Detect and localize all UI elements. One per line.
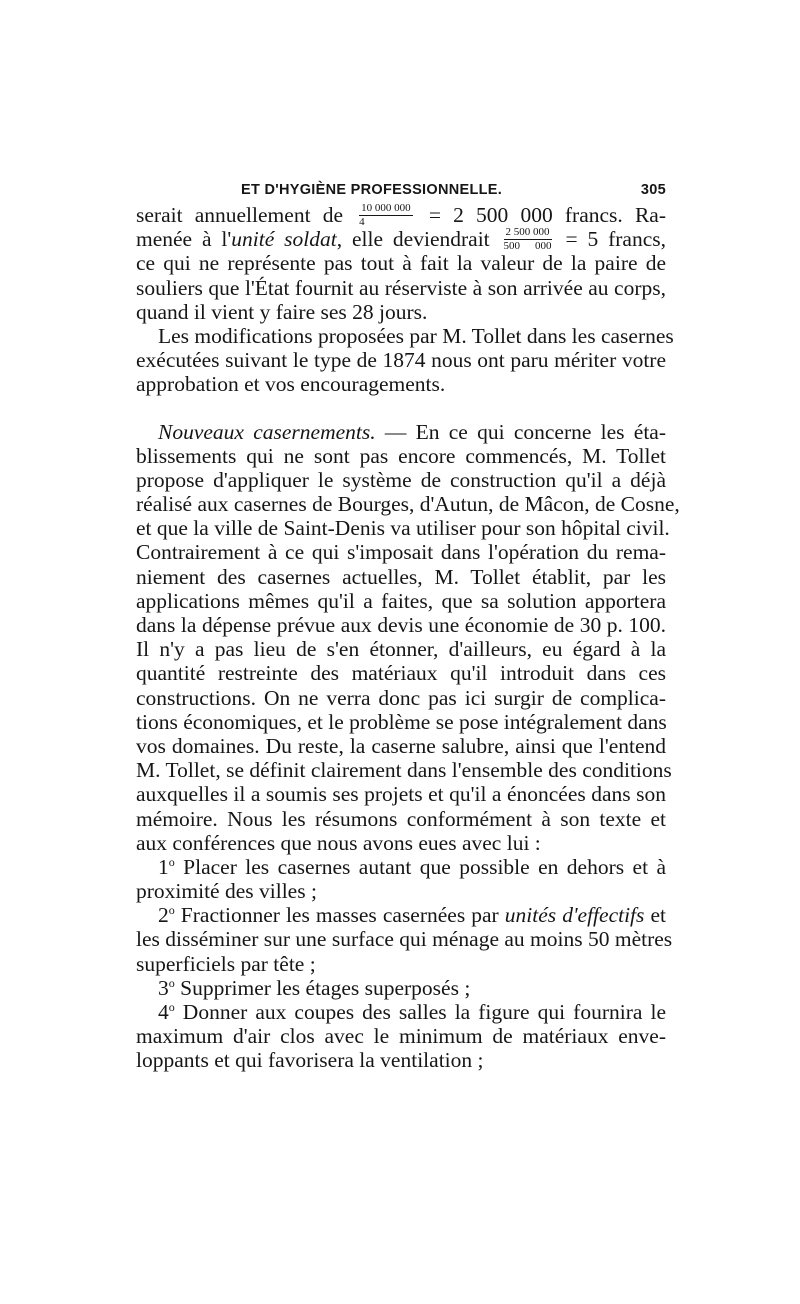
italic-phrase: unité soldat xyxy=(231,227,337,252)
italic-phrase: unités d'effectifs xyxy=(504,903,645,928)
list-item-2 xyxy=(136,903,666,927)
text-span: Placer les casernes autant que possible en dehors et à xyxy=(174,854,666,879)
list-number: 1 xyxy=(158,854,169,879)
list-item-1 xyxy=(136,855,666,879)
running-title: ET D'HYGIÈNE PROFESSIONNELLE. xyxy=(241,182,503,198)
paragraph-gap xyxy=(136,397,666,420)
text-line: tions économiques, et le problème se pose intégralement dans xyxy=(136,709,667,734)
text-line: loppants et qui favorisera la ventilation ; xyxy=(136,1048,484,1073)
text-line: maximum d'air clos avec le minimum de matériaux enve- xyxy=(136,1024,666,1049)
text-span: serait annuellement de xyxy=(136,203,343,227)
text-line xyxy=(136,227,666,251)
text-line: les disséminer sur une surface qui ménage au moins 50 mètres xyxy=(136,927,673,952)
text-line: auxquelles il a soumis ses projets et qu'il a énoncées dans son xyxy=(136,782,666,807)
text-line: proximité des villes ; xyxy=(136,879,317,904)
list-number: 3 xyxy=(158,975,169,1000)
fraction-denominator: 4 xyxy=(359,215,365,228)
text-line: exécutées suivant le type de 1874 nous ont paru mériter votre xyxy=(136,348,666,373)
list-item-3 xyxy=(136,976,666,1000)
text-line: réalisé aux casernes de Bourges, d'Autun, de Mâcon, de Cosne, xyxy=(136,492,680,517)
text-line: souliers que l'État fournit au réserviste à son arrivée au corps, xyxy=(136,275,666,300)
ordinal-mark: o xyxy=(168,854,175,869)
text-line: approbation et vos encouragements. xyxy=(136,372,446,397)
text-line: et que la ville de Saint-Denis va utiliser pour son hôpital civil. xyxy=(136,516,670,541)
fraction-denominator: 500 000 xyxy=(503,239,552,252)
text-line: Il n'y a pas lieu de s'en étonner, d'ailleurs, eu égard à la xyxy=(136,637,666,662)
fraction-numerator: 2 500 000 xyxy=(505,225,550,238)
page-number: 305 xyxy=(640,182,666,198)
text-line: vos domaines. Du reste, la caserne salubre, ainsi que l'entend xyxy=(136,733,666,758)
fraction-ten-million-over-four xyxy=(359,203,413,228)
text-line: constructions. On ne verra donc pas ici surgir de complica- xyxy=(136,685,666,710)
text-line: M. Tollet, se définit clairement dans l'ensemble des conditions xyxy=(136,758,672,783)
text-span: = 5 francs, xyxy=(565,227,667,252)
text-span: Supprimer les étages superposés ; xyxy=(174,975,471,1000)
text-line: Contrairement à ce qui s'imposait dans l'opération du rema- xyxy=(136,540,666,565)
text-span: et xyxy=(644,903,666,928)
list-number: 2 xyxy=(158,903,169,928)
text-line: Les modifications proposées par M. Tollet dans les casernes xyxy=(158,323,674,348)
text-line: mémoire. Nous les résumons conformément à son texte et xyxy=(136,806,666,831)
text-span: Fractionner les masses casernées par xyxy=(174,903,505,928)
text-span: — En ce qui concerne les éta- xyxy=(375,419,666,444)
text-line: ce qui ne représente pas tout à fait la valeur de la paire de xyxy=(136,251,666,276)
text-line: quantité restreinte des matériaux qu'il introduit dans ces xyxy=(136,661,666,686)
list-item-4 xyxy=(136,1000,666,1024)
body-text xyxy=(136,201,680,1073)
text-span: Donner aux coupes des salles la figure qui fournira le xyxy=(174,1000,666,1024)
text-line: superficiels par tête ; xyxy=(136,951,316,976)
text-line: quand il vient y faire ses 28 jours. xyxy=(136,299,428,324)
ordinal-mark: o xyxy=(168,975,175,990)
text-line xyxy=(136,420,666,444)
ordinal-mark: o xyxy=(168,999,175,1014)
text-span: = 2 500 000 francs. Ra- xyxy=(428,203,666,227)
fraction-numerator: 10 000 000 xyxy=(361,201,411,214)
section-heading-italic: Nouveaux casernements. xyxy=(158,419,376,444)
text-line: dans la dépense prévue aux devis une économie de 30 p. 100. xyxy=(136,613,666,637)
list-number: 4 xyxy=(158,1000,169,1024)
text-line: applications mêmes qu'il a faites, que sa solution apportera xyxy=(136,588,666,613)
text-span: , elle deviendrait xyxy=(336,227,490,252)
fraction-two-million-five-hundred-thousand-over-five-hundred-thousand xyxy=(504,227,552,252)
page-header xyxy=(136,178,666,202)
text-line: propose d'appliquer le système de construction qu'il a déjà xyxy=(136,467,666,492)
ordinal-mark: o xyxy=(168,903,175,918)
text-line: niement des casernes actuelles, M. Tollet établit, par les xyxy=(136,564,666,589)
text-line: aux conférences que nous avons eues avec lui : xyxy=(136,830,541,855)
text-line xyxy=(136,203,666,227)
text-line: blissements qui ne sont pas encore commencés, M. Tollet xyxy=(136,443,666,468)
text-span: menée à l' xyxy=(136,227,232,252)
